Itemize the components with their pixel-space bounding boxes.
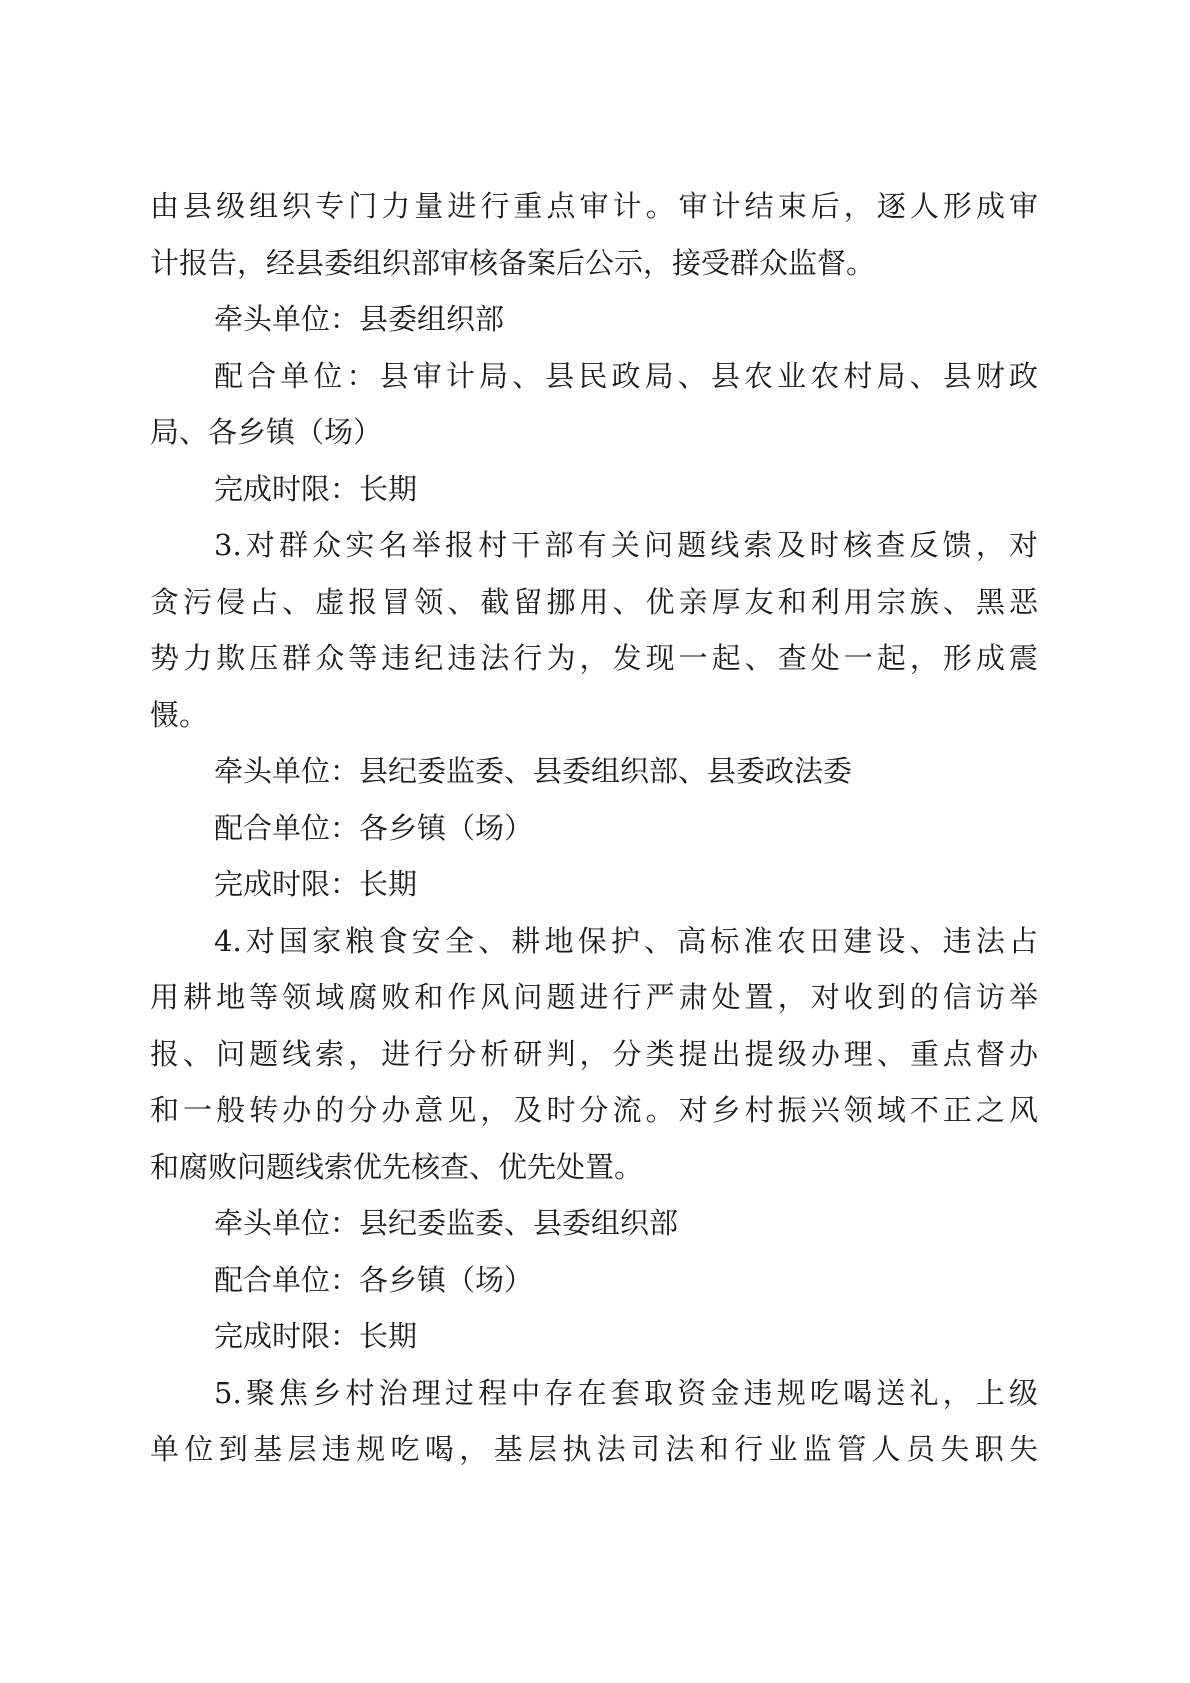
text-line: 配合单位：各乡镇（场） [214, 810, 534, 845]
text-line: 配合单位：各乡镇（场） [214, 1262, 534, 1297]
text-line: 单位到基层违规吃喝，基层执法司法和行业监管人员失职失 [150, 1432, 1038, 1466]
text-line: 完成时限：长期 [214, 867, 418, 901]
text-line: 4.对国家粮食安全、耕地保护、高标准农田建设、违法占 [214, 923, 1038, 958]
text-line: 完成时限：长期 [214, 1319, 418, 1353]
text-line: 由县级组织专门力量进行重点审计。审计结束后，逐人形成审 [150, 189, 1038, 223]
document-body [150, 178, 1038, 1478]
text-line: 5.聚焦乡村治理过程中存在套取资金违规吃喝送礼，上级 [214, 1375, 1038, 1410]
text-line: 和一般转办的分办意见，及时分流。对乡村振兴领域不正之风 [150, 1093, 1038, 1127]
text-line: 报、问题线索，进行分析研判，分类提出提级办理、重点督办 [150, 1036, 1038, 1071]
text-line: 3.对群众实名举报村干部有关问题线索及时核查反馈，对 [214, 528, 1038, 562]
text-line: 牵头单位：县纪委监委、县委组织部、县委政法委 [214, 754, 853, 788]
text-line: 局、各乡镇（场） [150, 415, 383, 449]
text-line: 牵头单位：县委组织部 [214, 302, 505, 336]
text-line: 用耕地等领域腐败和作风问题进行严肃处置，对收到的信访举 [150, 980, 1038, 1014]
text-line: 贪污侵占、虚报冒领、截留挪用、优亲厚友和利用宗族、黑恶 [150, 584, 1038, 619]
text-line: 势力欺压群众等违纪违法行为，发现一起、查处一起，形成震 [150, 641, 1038, 675]
text-line: 计报告，经县委组织部审核备案后公示，接受群众监督。 [150, 245, 876, 280]
text-line: 和腐败问题线索优先核查、优先处置。 [150, 1149, 644, 1184]
text-line: 慑。 [150, 697, 209, 732]
text-line: 牵头单位：县纪委监委、县委组织部 [214, 1206, 679, 1240]
text-line: 配合单位：县审计局、县民政局、县农业农村局、县财政 [214, 358, 1038, 393]
text-line: 完成时限：长期 [214, 471, 418, 506]
